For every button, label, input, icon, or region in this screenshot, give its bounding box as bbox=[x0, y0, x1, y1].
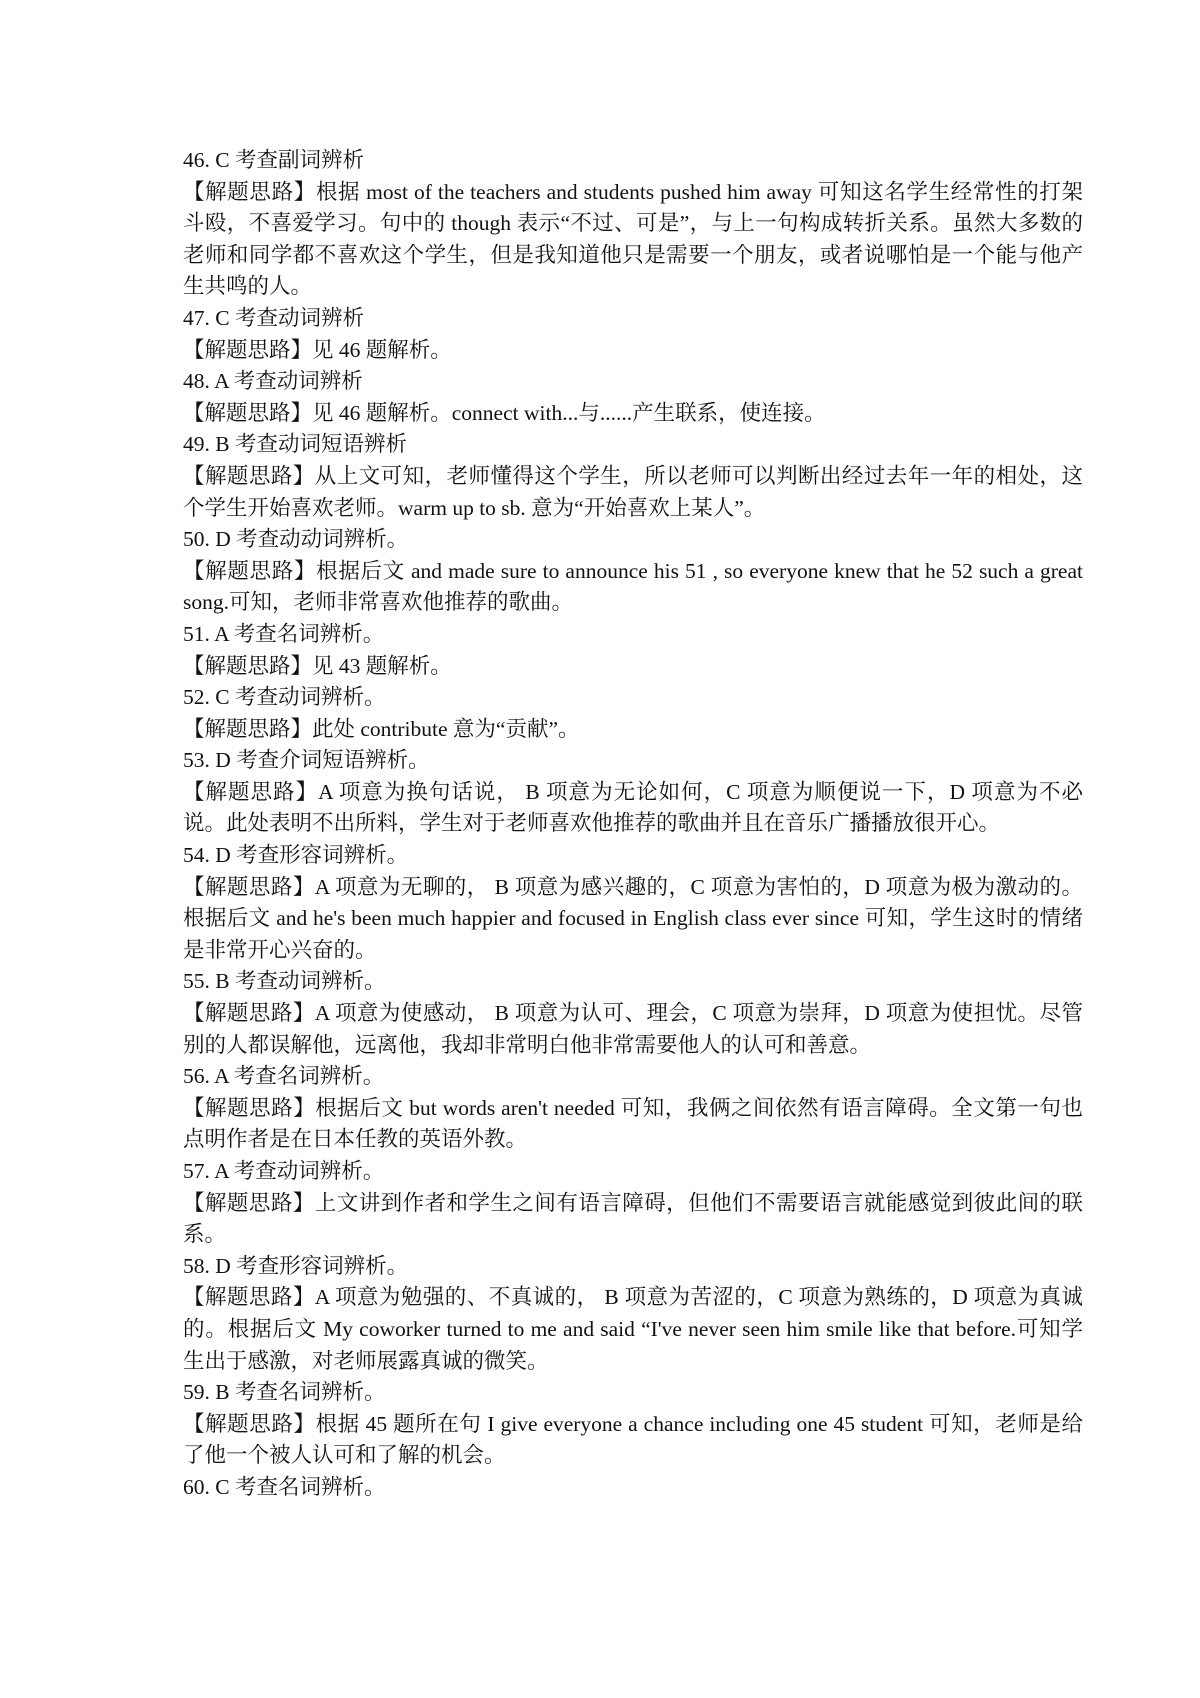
answer-item bbox=[183, 524, 1083, 619]
question-heading: 48. A 考查动词辨析 bbox=[183, 369, 363, 394]
answer-item bbox=[183, 303, 1083, 366]
answer-item bbox=[183, 1156, 1083, 1251]
answer-item bbox=[183, 145, 1083, 303]
answer-item bbox=[183, 1472, 1083, 1504]
question-heading: 49. B 考查动词短语辨析 bbox=[183, 432, 407, 457]
question-heading: 50. D 考查动动词辨析。 bbox=[183, 527, 409, 552]
question-heading: 60. C 考查名词辨析。 bbox=[183, 1474, 386, 1499]
question-heading: 58. D 考查形容词辨析。 bbox=[183, 1253, 409, 1278]
answer-item bbox=[183, 619, 1083, 682]
question-heading: 57. A 考查动词辨析。 bbox=[183, 1159, 385, 1183]
explanation-text: 【解题思路】根据 most of the teachers and students pushed him away 可知这名学生经常性的打架斗殴，不喜爱学习。句中的 though 表示“不过、可是”，与上一句构成转折关系。虽然大多数的老师和同学都不喜欢这个学生，但是我知道他只是需要一个朋友，或者说哪怕是一个能与他产生共鸣的人。 bbox=[183, 179, 1083, 299]
explanation-text: 【解题思路】根据后文 but words aren't needed 可知，我俩之间依然有语言障碍。全文第一句也点明作者是在日本任教的英语外教。 bbox=[183, 1095, 1083, 1152]
explanation-text: 【解题思路】见 46 题解析。 bbox=[183, 337, 452, 362]
question-heading: 54. D 考查形容词辨析。 bbox=[183, 843, 409, 868]
answer-explanations bbox=[183, 145, 1083, 1504]
answer-item bbox=[183, 1061, 1083, 1156]
explanation-text: 【解题思路】此处 contribute 意为“贡献”。 bbox=[183, 716, 580, 741]
answer-item bbox=[183, 840, 1083, 966]
explanation-text: 【解题思路】A 项意为使感动， B 项意为认可、理会，C 项意为崇拜，D 项意为使担忧。尽管别的人都误解他，远离他，我却非常明白他非常需要他人的认可和善意。 bbox=[183, 1001, 1083, 1057]
explanation-text: 【解题思路】根据 45 题所在句 I give everyone a chance including one 45 student 可知，老师是给了他一个被人认可和了解的机会。 bbox=[183, 1411, 1083, 1468]
explanation-text: 【解题思路】A 项意为勉强的、不真诚的， B 项意为苦涩的，C 项意为熟练的，D 项意为真诚的。根据后文 My coworker turned to me and said “I've never seen him smile like that before.可知学生出于感激，对老师展露真诚的微笑。 bbox=[183, 1285, 1083, 1373]
question-heading: 46. C 考查副词辨析 bbox=[183, 148, 364, 172]
explanation-text: 【解题思路】上文讲到作者和学生之间有语言障碍，但他们不需要语言就能感觉到彼此间的联系。 bbox=[183, 1190, 1083, 1247]
answer-item bbox=[183, 1377, 1083, 1472]
answer-item bbox=[183, 745, 1083, 840]
question-heading: 56. A 考查名词辨析。 bbox=[183, 1064, 385, 1089]
answer-item bbox=[183, 366, 1083, 429]
question-heading: 53. D 考查介词短语辨析。 bbox=[183, 748, 430, 773]
answer-item bbox=[183, 966, 1083, 1061]
answer-item bbox=[183, 682, 1083, 745]
question-heading: 55. B 考查动词辨析。 bbox=[183, 969, 386, 994]
explanation-text: 【解题思路】A 项意为无聊的， B 项意为感兴趣的，C 项意为害怕的，D 项意为极为激动的。根据后文 and he's been much happier and focused in English class ever since 可知，学生这时的情绪是非常开心兴奋的。 bbox=[183, 874, 1083, 962]
question-heading: 52. C 考查动词辨析。 bbox=[183, 685, 386, 710]
explanation-text: 【解题思路】见 43 题解析。 bbox=[183, 653, 452, 678]
explanation-text: 【解题思路】A 项意为换句话说， B 项意为无论如何，C 项意为顺便说一下，D 项意为不必说。此处表明不出所料，学生对于老师喜欢他推荐的歌曲并且在音乐广播播放很开心。 bbox=[183, 779, 1083, 836]
explanation-text: 【解题思路】从上文可知，老师懂得这个学生，所以老师可以判断出经过去年一年的相处，这个学生开始喜欢老师。warm up to sb. 意为“开始喜欢上某人”。 bbox=[183, 463, 1083, 520]
explanation-text: 【解题思路】根据后文 and made sure to announce his 51 , so everyone knew that he 52 such a great song.可知，老师非常喜欢他推荐的歌曲。 bbox=[183, 558, 1083, 615]
explanation-text: 【解题思路】见 46 题解析。connect with...与......产生联系，使连接。 bbox=[183, 400, 826, 425]
answer-item bbox=[183, 1251, 1083, 1377]
question-heading: 51. A 考查名词辨析。 bbox=[183, 621, 385, 646]
answer-item bbox=[183, 429, 1083, 524]
question-heading: 47. C 考查动词辨析 bbox=[183, 305, 364, 330]
question-heading: 59. B 考查名词辨析。 bbox=[183, 1380, 386, 1405]
